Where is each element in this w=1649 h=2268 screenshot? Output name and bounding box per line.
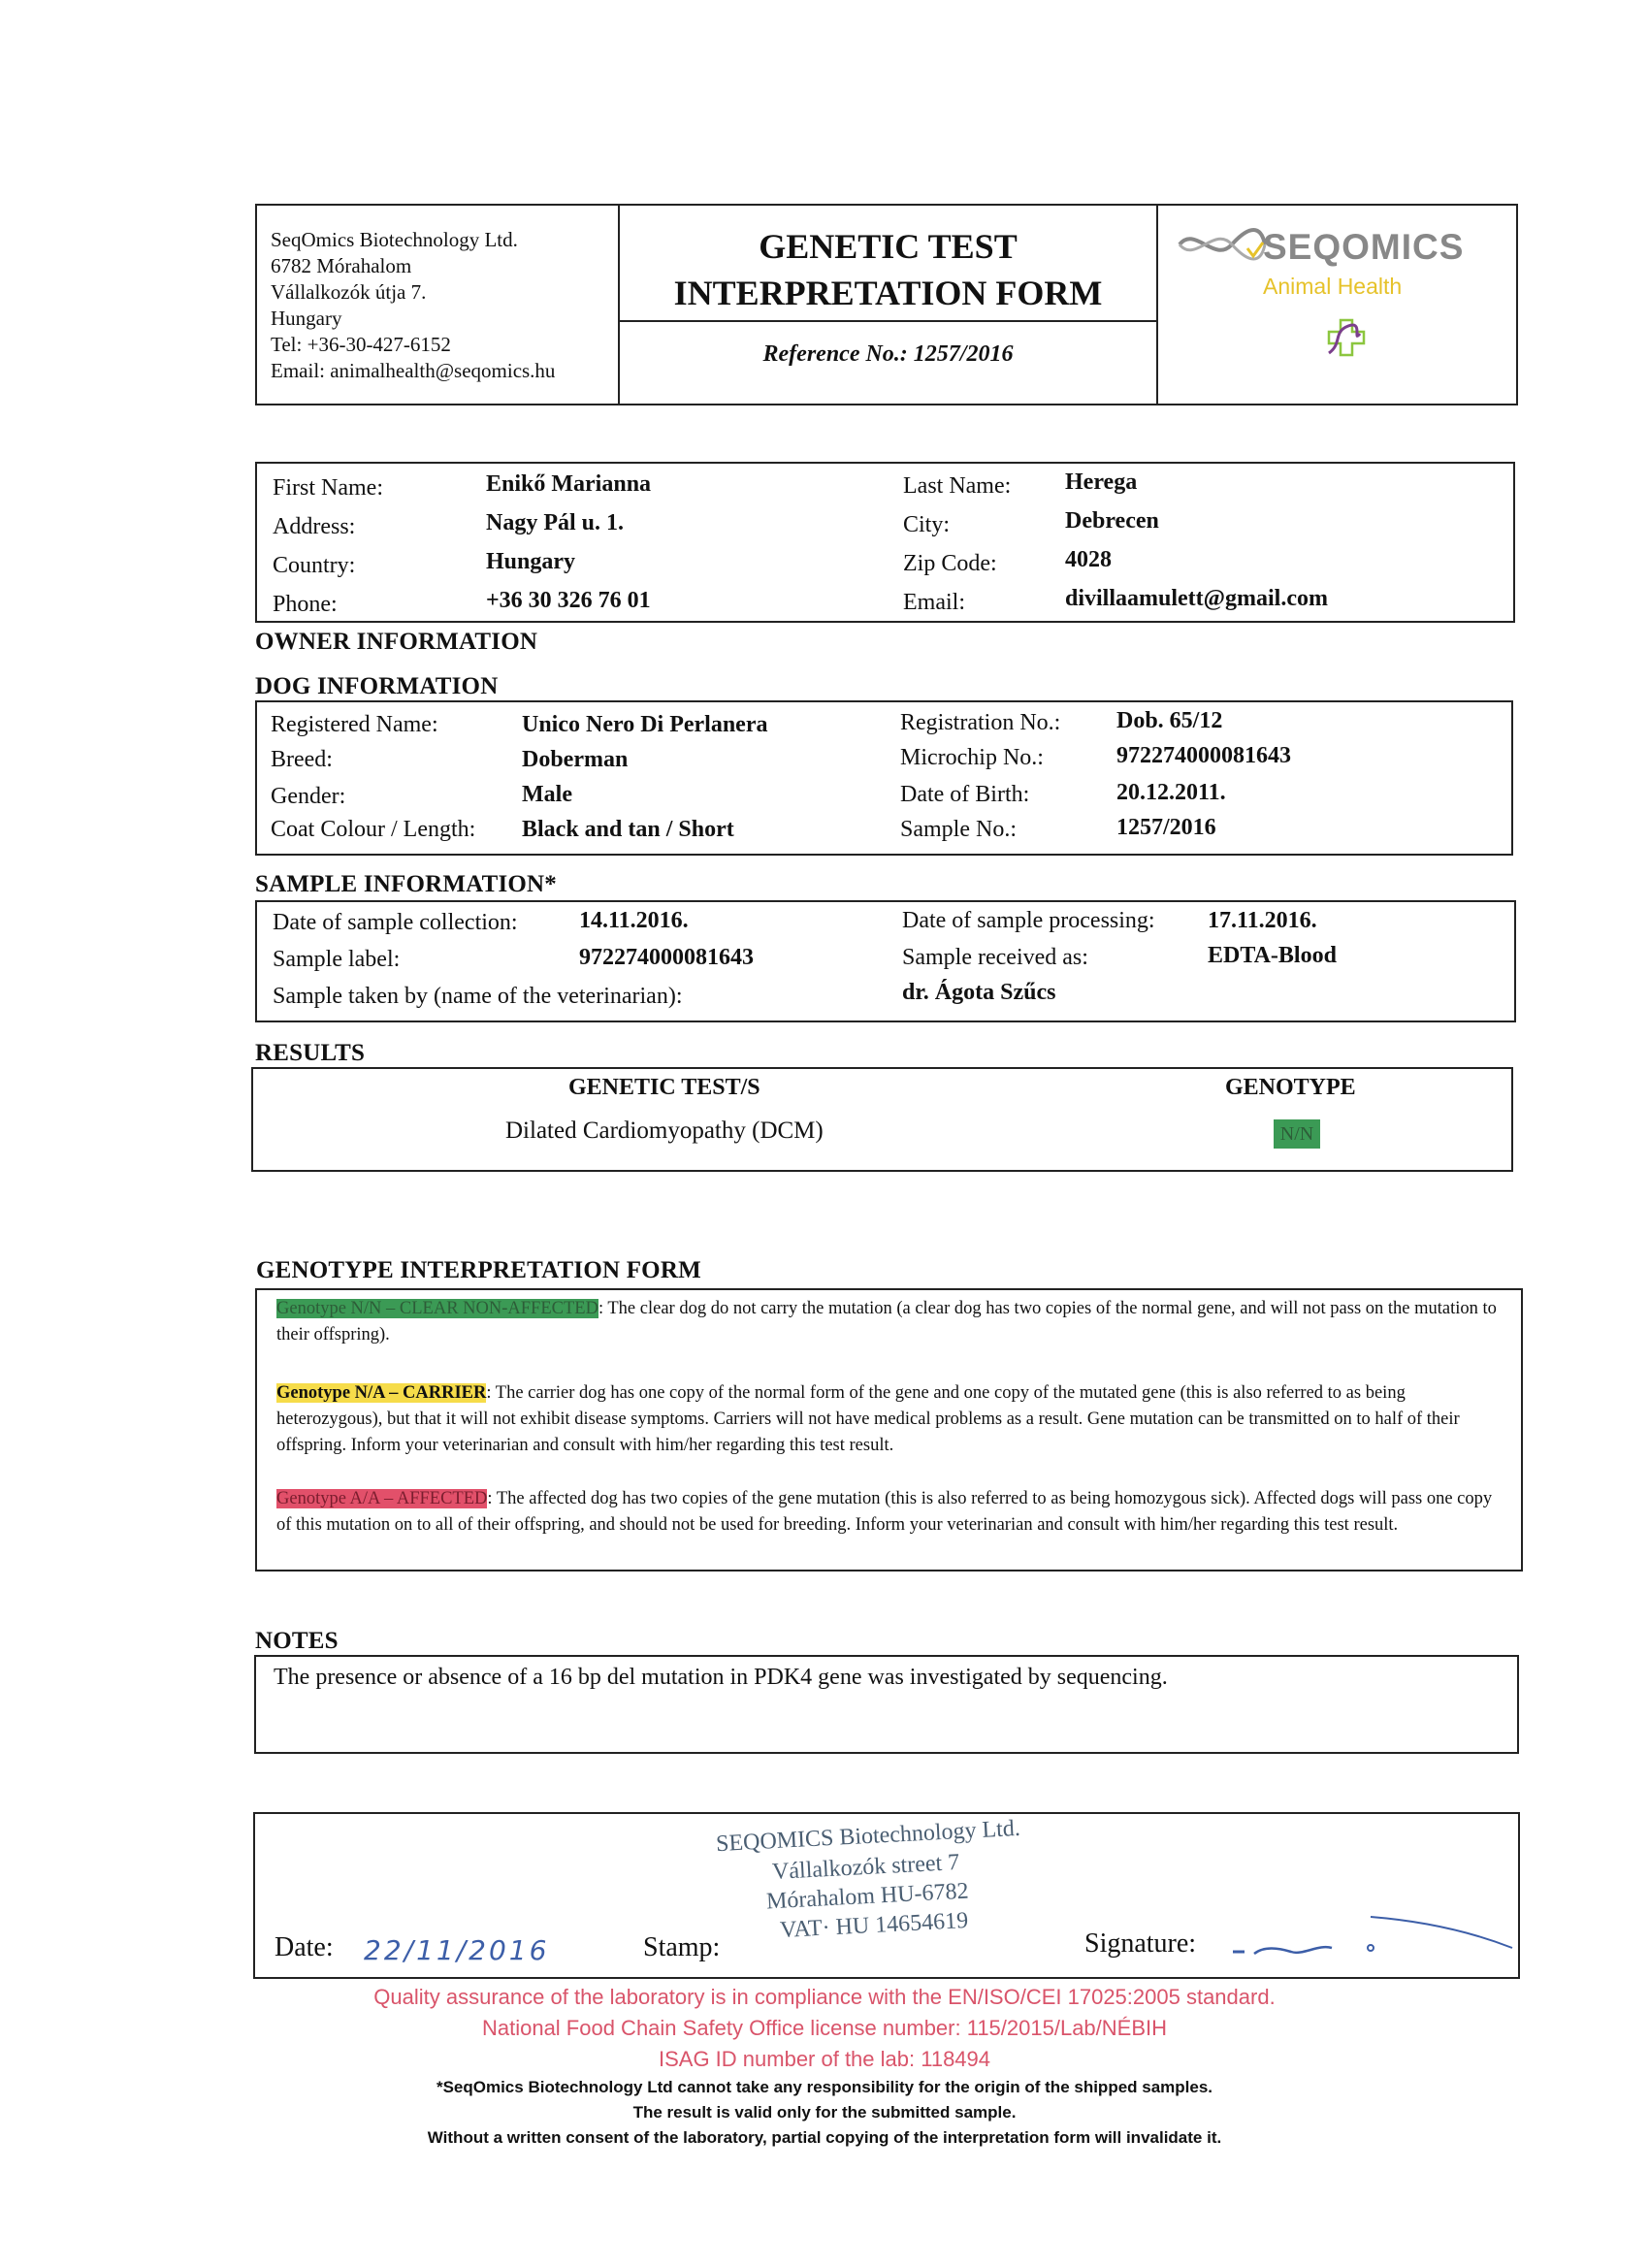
results-section-title: RESULTS	[255, 1040, 366, 1066]
notes-section-title: NOTES	[255, 1628, 339, 1654]
taken-by-value: dr. Ágota Szűcs	[902, 980, 1056, 1005]
carrier-paragraph	[276, 1380, 1508, 1459]
sample-no-value: 1257/2016	[1116, 815, 1216, 840]
signature-label: Signature:	[1084, 1928, 1197, 1959]
footer-isag-line: ISAG ID number of the lab: 118494	[658, 2047, 991, 2071]
handwritten-date: 22/11/2016	[364, 1934, 550, 1966]
company-name: SeqOmics Biotechnology Ltd.	[271, 228, 518, 251]
microchip-value: 972274000081643	[1116, 743, 1291, 768]
owner-info-box	[255, 462, 1515, 623]
footer-disclaimer-1: *SeqOmics Biotechnology Ltd cannot take any responsibility for the origin of the shipped samples.	[436, 2078, 1213, 2096]
genotype-result-badge: N/N	[1274, 1119, 1320, 1149]
interpretation-section-title: GENOTYPE INTERPRETATION FORM	[256, 1257, 701, 1283]
date-of-birth-label: Date of Birth:	[900, 782, 1030, 807]
gender-label: Gender:	[271, 784, 346, 809]
reference-number: Reference No.: 1257/2016	[762, 341, 1014, 367]
logo-subtitle: Animal Health	[1263, 274, 1403, 299]
received-as-value: EDTA-Blood	[1208, 943, 1337, 968]
footer-license-line: National Food Chain Safety Office license number: 115/2015/Lab/NÉBIH	[481, 2016, 1168, 2040]
breed-value: Doberman	[522, 747, 629, 772]
date-of-birth-value: 20.12.2011.	[1116, 780, 1226, 805]
company-street: Vállalkozók útja 7.	[271, 280, 427, 304]
stamp-line-2: Vállalkozók street 7	[771, 1849, 960, 1886]
coat-value: Black and tan / Short	[522, 817, 734, 842]
first-name-label: First Name:	[273, 475, 383, 501]
country-value: Hungary	[486, 549, 576, 574]
form-title-line1: GENETIC TEST	[759, 227, 1018, 266]
dog-section-title: DOG INFORMATION	[255, 673, 499, 699]
notes-box	[254, 1655, 1519, 1754]
registered-name-label: Registered Name:	[271, 712, 438, 737]
registration-no-value: Dob. 65/12	[1116, 708, 1223, 733]
owner-section-title: OWNER INFORMATION	[255, 629, 538, 655]
company-postcode-city: 6782 Mórahalom	[271, 254, 412, 277]
affected-text: : The affected dog has two copies of the gene mutation (this is also referred to as being homozygous sick). Affected dogs will pass one copy of this mutation on to all of their offspring, and should not be used for breeding. Inform your veterinarian and consult with him/her regarding this test result.	[276, 1489, 1493, 1535]
clear-tag: Genotype N/N – CLEAR NON-AFFECTED	[276, 1299, 598, 1318]
stamp-line-1: SEQOMICS Biotechnology Ltd.	[715, 1815, 1021, 1858]
registered-name-value: Unico Nero Di Perlanera	[522, 712, 768, 737]
taken-by-label: Sample taken by (name of the veterinarian):	[273, 984, 683, 1009]
form-title	[620, 215, 1156, 322]
address-value: Nagy Pál u. 1.	[486, 510, 625, 535]
city-value: Debrecen	[1065, 508, 1159, 534]
country-label: Country:	[273, 553, 356, 578]
zip-value: 4028	[1065, 547, 1112, 572]
microchip-label: Microchip No.:	[900, 745, 1044, 770]
sample-info-box	[255, 900, 1516, 1022]
email-value: divillaamulett@gmail.com	[1065, 586, 1328, 611]
sample-label-value: 972274000081643	[579, 945, 754, 970]
form-title-line2: INTERPRETATION FORM	[673, 274, 1103, 312]
stamp-line-4: VAT· HU 14654619	[779, 1907, 969, 1944]
company-phone: Tel: +36-30-427-6152	[271, 333, 451, 356]
address-label: Address:	[273, 514, 356, 539]
collection-date-label: Date of sample collection:	[273, 910, 518, 935]
title-block	[620, 206, 1158, 404]
stamp-label: Stamp:	[643, 1932, 721, 1962]
logo-wordmark: SEQOMICS	[1263, 227, 1465, 267]
company-email: Email: animalhealth@seqomics.hu	[271, 359, 556, 382]
processing-date-label: Date of sample processing:	[902, 908, 1155, 933]
email-label: Email:	[903, 590, 965, 615]
zip-label: Zip Code:	[903, 551, 997, 576]
header-box	[255, 204, 1518, 405]
sample-no-label: Sample No.:	[900, 817, 1017, 842]
registration-no-label: Registration No.:	[900, 710, 1061, 735]
results-box	[251, 1067, 1513, 1172]
first-name-value: Enikő Marianna	[486, 471, 652, 497]
breed-label: Breed:	[271, 747, 333, 772]
sample-label-label: Sample label:	[273, 947, 401, 972]
genetic-test-header: GENETIC TEST/S	[568, 1075, 760, 1100]
paw-cross-icon	[1323, 314, 1372, 363]
footer-quality-line: Quality assurance of the laboratory is in compliance with the EN/ISO/CEI 17025:2005 standard.	[373, 1985, 1276, 2009]
date-label: Date:	[275, 1932, 334, 1962]
last-name-label: Last Name:	[903, 473, 1012, 499]
carrier-tag: Genotype N/A – CARRIER	[276, 1383, 487, 1403]
received-as-label: Sample received as:	[902, 945, 1088, 970]
genotype-header: GENOTYPE	[1225, 1075, 1356, 1100]
clear-text: : The clear dog do not carry the mutation (a clear dog has two copies of the normal gene, and will not pass on the mutation to their offspring).	[276, 1299, 1497, 1345]
affected-paragraph	[276, 1486, 1508, 1539]
stamp-line-3: Mórahalom HU-6782	[765, 1878, 970, 1915]
affected-tag: Genotype A/A – AFFECTED	[276, 1489, 488, 1508]
notes-text: The presence or absence of a 16 bp del mutation in PDK4 gene was investigated by sequencing.	[274, 1665, 1168, 1690]
coat-label: Coat Colour / Length:	[271, 817, 476, 842]
handwritten-signature	[1225, 1897, 1516, 1975]
test-name: Dilated Cardiomyopathy (DCM)	[505, 1118, 824, 1144]
company-address-block	[257, 206, 620, 404]
sample-section-title: SAMPLE INFORMATION*	[255, 871, 557, 897]
phone-label: Phone:	[273, 592, 338, 617]
city-label: City:	[903, 512, 951, 537]
logo-block	[1158, 206, 1516, 404]
clear-paragraph	[276, 1296, 1508, 1348]
phone-value: +36 30 326 76 01	[486, 588, 651, 613]
processing-date-value: 17.11.2016.	[1208, 908, 1317, 933]
gender-value: Male	[522, 782, 572, 807]
company-country: Hungary	[271, 307, 342, 330]
carrier-text: : The carrier dog has one copy of the normal form of the gene and one copy of the mutated gene (this is also referred to as being heterozygous), but that it will not exhibit disease symptoms. Carriers will not have medical problems as a result. Gene mutation can be transmitted on to half of their offspring. Inform your veterinarian and consult with him/her regarding this test result.	[276, 1383, 1460, 1455]
footer-disclaimer-2: The result is valid only for the submitted sample.	[632, 2103, 1017, 2122]
dna-helix-icon	[1176, 223, 1268, 267]
footer-disclaimer-3: Without a written consent of the laboratory, partial copying of the interpretation form will invalidate it.	[427, 2128, 1222, 2147]
last-name-value: Herega	[1065, 470, 1138, 495]
dog-info-box	[255, 700, 1513, 856]
collection-date-value: 14.11.2016.	[579, 908, 689, 933]
